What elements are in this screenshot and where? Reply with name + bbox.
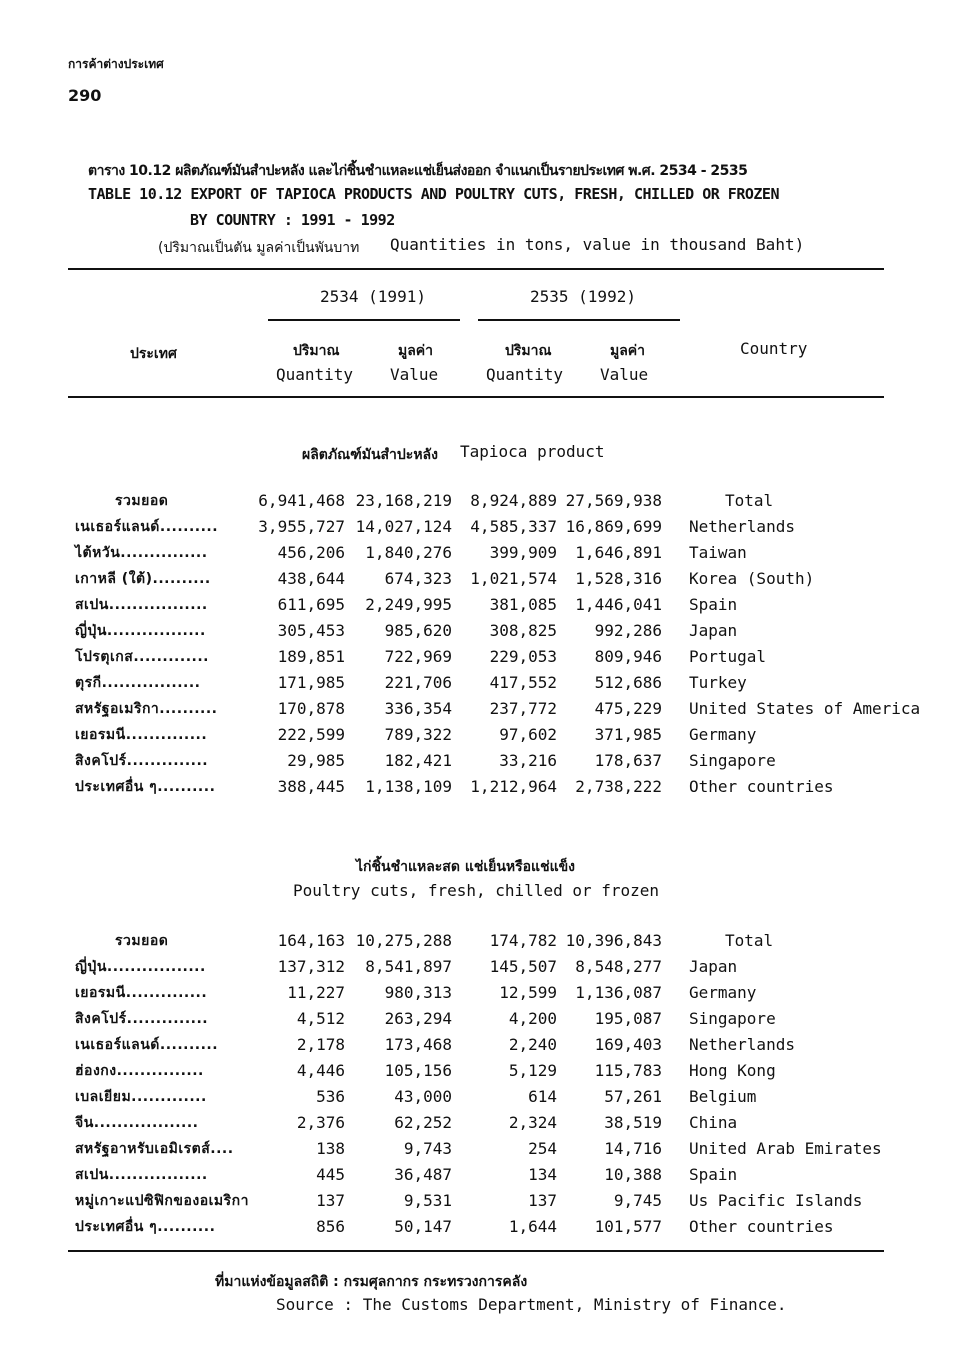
country-en-cell: Total — [725, 491, 774, 510]
year-1992-heading: 2535 (1992) — [530, 287, 636, 306]
table-bottom-rule — [68, 1250, 884, 1252]
quantity-1991-cell: 445 — [316, 1165, 345, 1184]
value-1992-cell: 1,646,891 — [575, 543, 662, 562]
quantity-1991-cell: 170,878 — [277, 699, 345, 718]
quantity-1992-cell: 237,772 — [489, 699, 557, 718]
country-en-heading: Country — [740, 339, 808, 358]
country-thai-cell: สหรัฐอาหรับเอมิเรตส์.... — [75, 1141, 234, 1157]
country-en-cell: Belgium — [689, 1087, 757, 1106]
quantity-1991-cell: 137 — [316, 1191, 345, 1210]
table-title-thai: ตาราง 10.12 ผลิตภัณฑ์มันสำปะหลัง และไก่ชิ้นชำแหละแช่เย็นส่งออก จำแนกเป็นรายประเทศ พ.ศ. 2534 - 2535 — [88, 163, 748, 179]
table-row — [70, 644, 910, 670]
country-thai-cell: ไต้หวัน............... — [75, 545, 208, 561]
country-thai-cell: จีน.................. — [75, 1115, 199, 1131]
table-row — [70, 954, 910, 980]
quantity-1991-cell: 438,644 — [277, 569, 345, 588]
quantity-1992-cell: 174,782 — [489, 931, 557, 950]
value-1992-cell: 1,446,041 — [575, 595, 662, 614]
country-thai-cell: เกาหลี (ใต้).......... — [75, 571, 211, 587]
country-en-cell: Taiwan — [689, 543, 747, 562]
quantity-1991-cell: 222,599 — [277, 725, 345, 744]
country-thai-cell: เบลเยียม............. — [75, 1089, 207, 1105]
value-1992-cell: 9,745 — [613, 1191, 662, 1210]
quantity-1991-cell: 456,206 — [277, 543, 345, 562]
value-1991-cell: 36,487 — [394, 1165, 452, 1184]
country-en-cell: Other countries — [689, 777, 834, 796]
value-1992-thai: มูลค่า — [610, 343, 646, 359]
table-row — [70, 696, 921, 722]
table-row — [70, 1136, 910, 1162]
value-1991-cell: 182,421 — [384, 751, 452, 770]
value-1991-cell: 263,294 — [384, 1009, 452, 1028]
year-1992-rule — [478, 319, 680, 321]
country-en-cell: Other countries — [689, 1217, 834, 1236]
country-en-cell: Japan — [689, 957, 738, 976]
country-thai-cell: เยอรมนี.............. — [75, 985, 208, 1001]
value-1992-cell: 38,519 — [604, 1113, 662, 1132]
country-thai-cell: เนเธอร์แลนด์.......... — [75, 1037, 219, 1053]
value-1991-cell: 50,147 — [394, 1217, 452, 1236]
quantity-1992-cell: 2,324 — [508, 1113, 557, 1132]
country-thai-cell: สิงคโปร์.............. — [75, 1011, 209, 1027]
value-1992-cell: 57,261 — [604, 1087, 662, 1106]
value-1991-cell: 173,468 — [384, 1035, 452, 1054]
country-en-cell: Spain — [689, 595, 738, 614]
quantity-1991-cell: 6,941,468 — [258, 491, 345, 510]
table-row — [70, 774, 910, 800]
value-1991-cell: 23,168,219 — [355, 491, 452, 510]
value-1991-cell: 722,969 — [384, 647, 452, 666]
value-1991-cell: 43,000 — [394, 1087, 452, 1106]
table-row — [70, 592, 910, 618]
country-thai-cell: สเปน................. — [75, 597, 208, 613]
value-1992-cell: 10,388 — [604, 1165, 662, 1184]
country-en-cell: Netherlands — [689, 517, 795, 536]
units-note-thai: (ปริมาณเป็นตัน มูลค่าเป็นพันบาท — [158, 240, 360, 256]
value-1991-cell: 62,252 — [394, 1113, 452, 1132]
quantity-1992-cell: 1,021,574 — [470, 569, 557, 588]
quantity-1992-cell: 134 — [528, 1165, 557, 1184]
tapioca-heading-thai: ผลิตภัณฑ์มันสำปะหลัง — [302, 447, 438, 463]
quantity-1992-cell: 254 — [528, 1139, 557, 1158]
value-1991-cell: 985,620 — [384, 621, 452, 640]
value-1992-cell: 10,396,843 — [565, 931, 662, 950]
value-1992-cell: 14,716 — [604, 1139, 662, 1158]
table-row — [70, 1162, 910, 1188]
value-1991-cell: 1,840,276 — [365, 543, 452, 562]
table-title-english-line2: BY COUNTRY : 1991 - 1992 — [190, 211, 395, 229]
quantity-1992-cell: 417,552 — [489, 673, 557, 692]
quantity-1992-cell: 381,085 — [489, 595, 557, 614]
quantity-1992-cell: 8,924,889 — [470, 491, 557, 510]
quantity-1992-cell: 399,909 — [489, 543, 557, 562]
total-row — [70, 488, 910, 514]
tapioca-heading-en: Tapioca product — [460, 442, 605, 461]
country-en-cell: Total — [725, 931, 774, 950]
quantity-1992-cell: 4,585,337 — [470, 517, 557, 536]
quantity-1991-cell: 4,446 — [296, 1061, 345, 1080]
value-1991-cell: 105,156 — [384, 1061, 452, 1080]
header-top-rule — [68, 268, 884, 270]
country-en-cell: United States of America — [689, 699, 921, 718]
country-en-cell: Singapore — [689, 1009, 776, 1028]
quantity-1991-cell: 388,445 — [277, 777, 345, 796]
units-note-english: Quantities in tons, value in thousand Baht) — [390, 235, 805, 254]
value-1991-cell: 221,706 — [384, 673, 452, 692]
table-row — [70, 748, 910, 774]
quantity-1991-cell: 536 — [316, 1087, 345, 1106]
value-1991-cell: 2,249,995 — [365, 595, 452, 614]
country-thai-cell: ฮ่องกง............... — [75, 1063, 204, 1079]
quantity-1991-thai: ปริมาณ — [293, 343, 340, 359]
value-1991-cell: 10,275,288 — [355, 931, 452, 950]
value-1992-cell: 101,577 — [594, 1217, 662, 1236]
value-1991-cell: 8,541,897 — [365, 957, 452, 976]
table-row — [70, 1110, 910, 1136]
table-row — [70, 1058, 910, 1084]
table-row — [70, 618, 910, 644]
country-thai-heading: ประเทศ — [130, 346, 177, 362]
table-row — [70, 514, 910, 540]
value-1992-cell: 809,946 — [594, 647, 662, 666]
country-en-cell: United Arab Emirates — [689, 1139, 882, 1158]
country-thai-cell: ญี่ปุ่น................. — [75, 959, 206, 975]
country-thai-cell: ญี่ปุ่น................. — [75, 623, 206, 639]
total-row — [70, 928, 910, 954]
country-en-cell: Korea (South) — [689, 569, 815, 588]
value-1992-cell: 371,985 — [594, 725, 662, 744]
value-1991-cell: 14,027,124 — [355, 517, 452, 536]
country-thai-cell: สหรัฐอเมริกา.......... — [75, 701, 218, 717]
value-1991-thai: มูลค่า — [398, 343, 434, 359]
country-thai-cell: หมู่เกาะแปซิฟิกของอเมริกา — [75, 1193, 249, 1209]
country-thai-cell: ประเทศอื่น ๆ.......... — [75, 779, 216, 795]
quantity-1991-cell: 3,955,727 — [258, 517, 345, 536]
country-thai-cell: สิงคโปร์.............. — [75, 753, 209, 769]
quantity-1991-cell: 189,851 — [277, 647, 345, 666]
table-row — [70, 1032, 910, 1058]
country-en-cell: Turkey — [689, 673, 747, 692]
quantity-1991-cell: 305,453 — [277, 621, 345, 640]
table-row — [70, 1188, 910, 1214]
country-thai-cell: สเปน................. — [75, 1167, 208, 1183]
header-bottom-rule — [68, 396, 884, 398]
country-thai-cell: รวมยอด — [115, 933, 169, 949]
country-en-cell: Us Pacific Islands — [689, 1191, 863, 1210]
quantity-1992-cell: 1,212,964 — [470, 777, 557, 796]
quantity-1991-cell: 2,178 — [296, 1035, 345, 1054]
quantity-1992-cell: 614 — [528, 1087, 557, 1106]
country-en-cell: China — [689, 1113, 738, 1132]
country-thai-cell: ประเทศอื่น ๆ.......... — [75, 1219, 216, 1235]
value-1991-cell: 336,354 — [384, 699, 452, 718]
quantity-1992-cell: 1,644 — [508, 1217, 557, 1236]
value-1991-cell: 980,313 — [384, 983, 452, 1002]
quantity-1991-cell: 29,985 — [287, 751, 345, 770]
source-thai: ที่มาแห่งข้อมูลสถิติ : กรมศุลกากร กระทรวงการคลัง — [215, 1274, 528, 1290]
value-1992-cell: 992,286 — [594, 621, 662, 640]
value-1992-cell: 178,637 — [594, 751, 662, 770]
country-thai-cell: โปรตุเกส............. — [75, 649, 209, 665]
value-1992-cell: 475,229 — [594, 699, 662, 718]
value-1992-cell: 169,403 — [594, 1035, 662, 1054]
table-row — [70, 1006, 910, 1032]
poultry-heading-thai: ไก่ชิ้นชำแหละสด แช่เย็นหรือแช่แข็ง — [356, 859, 576, 875]
table-row — [70, 722, 910, 748]
quantity-1992-cell: 229,053 — [489, 647, 557, 666]
value-1992-cell: 512,686 — [594, 673, 662, 692]
table-row — [70, 1214, 910, 1240]
value-1992-cell: 16,869,699 — [565, 517, 662, 536]
value-1992-cell: 27,569,938 — [565, 491, 662, 510]
quantity-1991-cell: 4,512 — [296, 1009, 345, 1028]
quantity-1991-cell: 611,695 — [277, 595, 345, 614]
quantity-1992-cell: 5,129 — [508, 1061, 557, 1080]
country-en-cell: Germany — [689, 983, 757, 1002]
country-thai-cell: รวมยอด — [115, 493, 169, 509]
value-1991-cell: 9,743 — [403, 1139, 452, 1158]
quantity-1991-cell: 856 — [316, 1217, 345, 1236]
country-en-cell: Japan — [689, 621, 738, 640]
table-row — [70, 566, 910, 592]
quantity-1992-cell: 2,240 — [508, 1035, 557, 1054]
quantity-1991-cell: 138 — [316, 1139, 345, 1158]
value-1992-cell: 8,548,277 — [575, 957, 662, 976]
quantity-1992-cell: 137 — [528, 1191, 557, 1210]
quantity-1992-thai: ปริมาณ — [505, 343, 552, 359]
quantity-1992-cell: 4,200 — [508, 1009, 557, 1028]
country-en-cell: Portugal — [689, 647, 767, 666]
quantity-1992-cell: 97,602 — [499, 725, 557, 744]
poultry-heading-en: Poultry cuts, fresh, chilled or frozen — [293, 881, 660, 900]
quantity-1991-cell: 164,163 — [277, 931, 345, 950]
quantity-1991-cell: 171,985 — [277, 673, 345, 692]
country-thai-cell: ตุรกี................. — [75, 675, 201, 691]
country-en-cell: Hong Kong — [689, 1061, 776, 1080]
source-english: Source : The Customs Department, Ministry of Finance. — [276, 1295, 787, 1314]
quantity-1991-cell: 11,227 — [287, 983, 345, 1002]
quantity-1991-cell: 137,312 — [277, 957, 345, 976]
quantity-1992-cell: 33,216 — [499, 751, 557, 770]
country-thai-cell: เยอรมนี.............. — [75, 727, 208, 743]
page-number: 290 — [68, 86, 102, 105]
value-1992-cell: 2,738,222 — [575, 777, 662, 796]
table-title-english: TABLE 10.12 EXPORT OF TAPIOCA PRODUCTS AND POULTRY CUTS, FRESH, CHILLED OR FROZEN — [88, 185, 779, 203]
quantity-1992-cell: 308,825 — [489, 621, 557, 640]
quantity-1991-en: Quantity — [276, 365, 354, 384]
value-1991-cell: 789,322 — [384, 725, 452, 744]
value-1992-cell: 195,087 — [594, 1009, 662, 1028]
table-row — [70, 670, 910, 696]
table-row — [70, 1084, 910, 1110]
country-en-cell: Netherlands — [689, 1035, 795, 1054]
year-1991-rule — [268, 319, 460, 321]
value-1992-cell: 1,528,316 — [575, 569, 662, 588]
country-en-cell: Germany — [689, 725, 757, 744]
year-1991-heading: 2534 (1991) — [320, 287, 426, 306]
country-thai-cell: เนเธอร์แลนด์.......... — [75, 519, 219, 535]
quantity-1991-cell: 2,376 — [296, 1113, 345, 1132]
value-1991-en: Value — [390, 365, 439, 384]
value-1991-cell: 1,138,109 — [365, 777, 452, 796]
quantity-1992-cell: 12,599 — [499, 983, 557, 1002]
table-row — [70, 540, 910, 566]
table-row — [70, 980, 910, 1006]
value-1992-en: Value — [600, 365, 649, 384]
quantity-1992-en: Quantity — [486, 365, 564, 384]
quantity-1992-cell: 145,507 — [489, 957, 557, 976]
country-en-cell: Singapore — [689, 751, 776, 770]
running-header: การค้าต่างประเทศ — [68, 57, 164, 71]
value-1992-cell: 115,783 — [594, 1061, 662, 1080]
value-1992-cell: 1,136,087 — [575, 983, 662, 1002]
value-1991-cell: 9,531 — [403, 1191, 452, 1210]
value-1991-cell: 674,323 — [384, 569, 452, 588]
country-en-cell: Spain — [689, 1165, 738, 1184]
